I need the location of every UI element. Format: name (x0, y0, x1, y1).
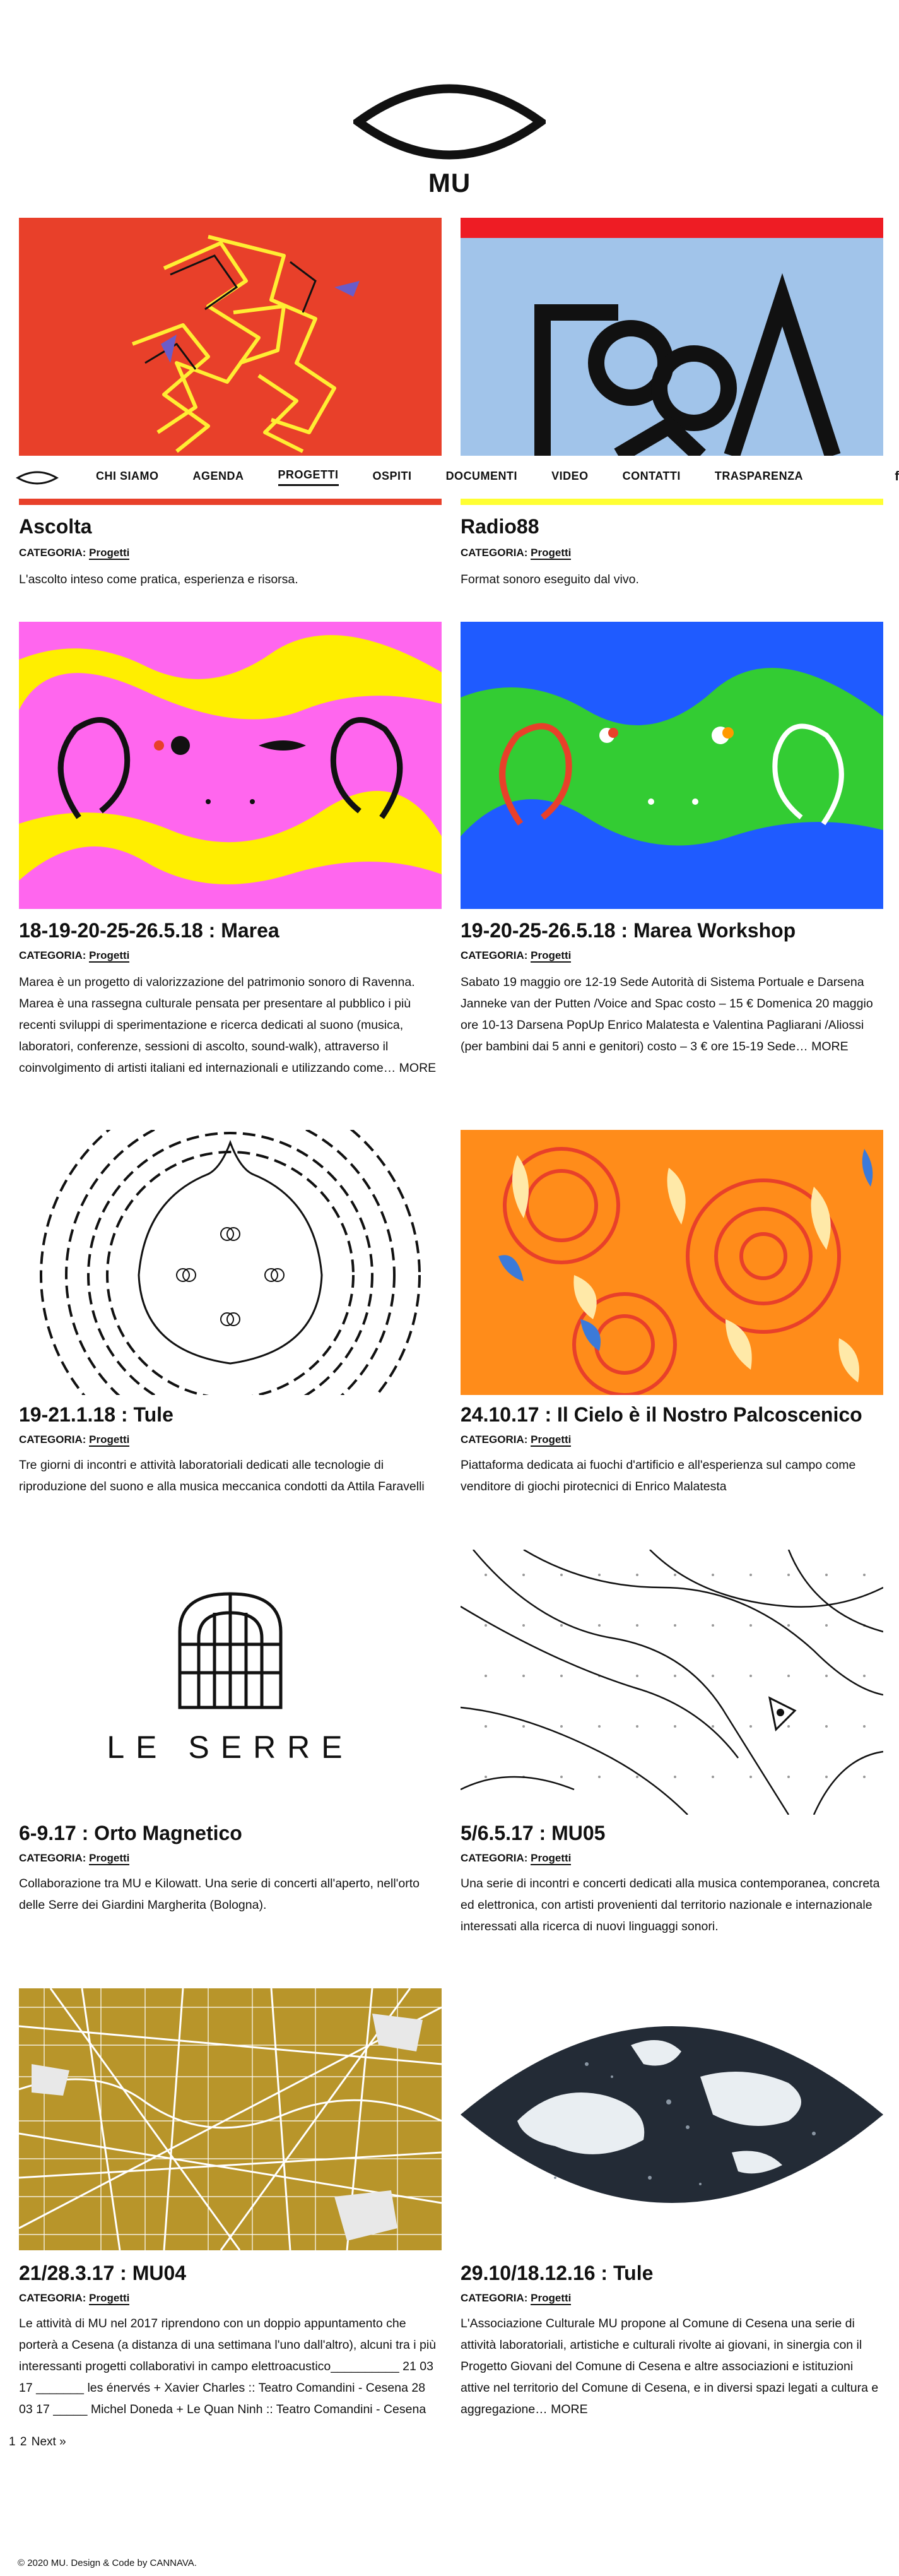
card-category: CATEGORIA: Progetti (461, 1852, 572, 1864)
footer-credits: © 2020 MU. Design & Code by CANNAVA. (18, 2558, 197, 2568)
page-2-link[interactable]: 2 (20, 2435, 27, 2448)
card-image-ascolta[interactable] (19, 218, 442, 456)
project-card-mu04 (19, 1988, 442, 2418)
card-title[interactable]: 5/6.5.17 : MU05 (461, 1822, 606, 1844)
more-link[interactable]: MORE (551, 2402, 588, 2416)
more-link[interactable]: MORE (399, 1061, 437, 1075)
card-accent-bar-red (19, 499, 442, 505)
project-card-marea-workshop (461, 622, 883, 1101)
card-image-mu04[interactable] (19, 1988, 442, 2250)
category-link[interactable]: Progetti (531, 547, 572, 559)
card-category: CATEGORIA: Progetti (19, 949, 130, 961)
card-image-radio88[interactable] (461, 218, 883, 456)
nav-item-ospiti[interactable]: OSPITI (372, 469, 412, 482)
card-title[interactable]: 24.10.17 : Il Cielo è il Nostro Palcoscenico (461, 1403, 862, 1426)
card-description: Le attività di MU nel 2017 riprendono con un doppio appuntamento che porterà a Cesena (a distanza di una settimana l'uno dall'altro), alcuni tra i più interessanti progetti collaborativi in campo elettroacustico__________ 21 03 17 _______ les énervés + Xavier Charles :: Teatro Comandini - Cesena 28 03 17 _____ Michel Doneda + Le Quan Ninh :: Teatro Comandini - Cesena (19, 2317, 437, 2416)
card-description: Tre giorni di incontri e attività laboratoriali dedicati alle tecnologie di riproduzione del suono e alla musica meccanica condotti da Attila Faravelli (19, 1458, 425, 1493)
card-image-tule-2016[interactable] (461, 1988, 883, 2250)
project-card-il-cielo (461, 1130, 883, 1521)
card-title[interactable]: 19-20-25-26.5.18 : Marea Workshop (461, 919, 796, 942)
card-accent-bar-yellow (461, 499, 883, 505)
category-link[interactable]: Progetti (89, 949, 130, 961)
card-title[interactable]: 29.10/18.12.16 : Tule (461, 2262, 654, 2284)
nav-item-agenda[interactable]: AGENDA (192, 469, 244, 482)
category-link[interactable]: Progetti (89, 547, 130, 559)
site-header (0, 0, 899, 208)
card-title[interactable]: Radio88 (461, 515, 539, 538)
nav-item-documenti[interactable]: DOCUMENTI (445, 469, 518, 482)
card-category: CATEGORIA: Progetti (461, 949, 572, 961)
category-link[interactable]: Progetti (531, 1852, 572, 1864)
project-card-mu05 (461, 1550, 883, 1954)
card-description: Sabato 19 maggio ore 12-19 Sede Autorità di Sistema Portuale e Darsena Janneke van der Putten /Voice and Spac costo – 15 € Domenica 20 maggio ore 10-13 Darsena PopUp Enrico Malatesta e Valentina Pagliarani /Aliossi (per bambini dai 5 anni e genitori) costo – 3 € ore 15-19 Sede… MORE (461, 975, 873, 1054)
card-title[interactable]: 18-19-20-25-26.5.18 : Marea (19, 919, 279, 942)
project-card-tule-2016 (461, 1988, 883, 2418)
card-description: Format sonoro eseguito dal vivo. (461, 573, 639, 586)
nav-item-chi-siamo[interactable]: CHI SIAMO (96, 469, 159, 482)
card-description: Piattaforma dedicata ai fuochi d'artificio e all'esperienza sul campo come venditore di giochi pirotecnici di Enrico Malatesta (461, 1458, 856, 1493)
logo-text: MU (428, 168, 471, 198)
nav-item-trasparenza[interactable]: TRASPARENZA (714, 469, 804, 482)
category-link[interactable]: Progetti (89, 1433, 130, 1445)
project-card-orto-magnetico (19, 1550, 442, 1954)
card-category: CATEGORIA: Progetti (461, 1433, 572, 1445)
card-image-orto-magnetico[interactable] (19, 1550, 442, 1815)
pagination (9, 2435, 68, 2449)
main-nav (0, 456, 899, 499)
le-serre-logo-text: LE SERRE (107, 1730, 354, 1765)
more-link[interactable]: MORE (811, 1040, 849, 1054)
card-category: CATEGORIA: Progetti (19, 547, 130, 559)
card-description: L'ascolto inteso come pratica, esperienza e risorsa. (19, 573, 298, 586)
card-image-tule-2018[interactable] (19, 1130, 442, 1395)
category-link[interactable]: Progetti (531, 949, 572, 961)
card-title[interactable]: 6-9.17 : Orto Magnetico (19, 1822, 242, 1844)
project-card-marea (19, 622, 442, 1101)
card-image-mu05[interactable] (461, 1550, 883, 1815)
card-description: Una serie di incontri e concerti dedicati alla musica contemporanea, concreta ed elettronica, con artisti provenienti dal territorio nazionale e internazionale interessati alla ricerca di nuovi linguaggi sonori. (461, 1877, 880, 1933)
card-title[interactable]: 21/28.3.17 : MU04 (19, 2262, 187, 2284)
card-image-il-cielo[interactable] (461, 1130, 883, 1395)
card-title[interactable]: 19-21.1.18 : Tule (19, 1403, 173, 1426)
category-link[interactable]: Progetti (531, 1433, 572, 1445)
card-image-marea[interactable] (19, 622, 442, 909)
card-description: Marea è un progetto di valorizzazione del patrimonio sonoro di Ravenna. Marea è una rassegna culturale pensata per presentare al pubblico i più recenti sviluppi di sperimentazione e ricerca dedicati al suono (musica, laboratori, conferenze, sessioni di ascolto, sound-walk), attraverso il coinvolgimento di artisti italiani ed internazionali e utilizzando come… MORE (19, 975, 437, 1075)
project-card-radio88 (461, 218, 883, 597)
nav-item-progetti[interactable]: PROGETTI (278, 468, 339, 486)
nav-item-contatti[interactable]: CONTATTI (622, 469, 681, 482)
category-link[interactable]: Progetti (89, 1852, 130, 1864)
card-description: Collaborazione tra MU e Kilowatt. Una serie di concerti all'aperto, nell'orto delle Serre dei Giardini Margherita (Bologna). (19, 1877, 420, 1912)
next-page-link[interactable]: Next » (31, 2435, 66, 2448)
site-logo[interactable] (353, 81, 546, 198)
card-category: CATEGORIA: Progetti (19, 1852, 130, 1864)
project-card-tule-2018 (19, 1130, 442, 1521)
card-category: CATEGORIA: Progetti (19, 2292, 130, 2304)
card-title[interactable]: Ascolta (19, 515, 92, 538)
card-category: CATEGORIA: Progetti (461, 547, 572, 559)
card-image-marea-workshop[interactable] (461, 622, 883, 909)
project-card-ascolta (19, 218, 442, 597)
category-link[interactable]: Progetti (89, 2292, 130, 2304)
nav-eye-logo-icon[interactable] (16, 470, 59, 486)
card-category: CATEGORIA: Progetti (461, 2292, 572, 2304)
nav-links (96, 456, 837, 499)
eye-logo-icon (353, 81, 546, 163)
facebook-icon[interactable]: f (895, 470, 899, 484)
nav-item-video[interactable]: VIDEO (551, 469, 589, 482)
card-description: L'Associazione Culturale MU propone al Comune di Cesena una serie di attività laboratoriali, artistiche e culturali rivolte ai giovani, in sinergia con il Progetto Giovani del Comune di Cesena e altre associazioni e istituzioni attive nel territorio del Comune di Cesena, e in diversi spazi legati a cultura e aggregazione… MORE (461, 2317, 879, 2416)
category-link[interactable]: Progetti (531, 2292, 572, 2304)
page-1-link: 1 (9, 2435, 16, 2448)
card-category: CATEGORIA: Progetti (19, 1433, 130, 1445)
